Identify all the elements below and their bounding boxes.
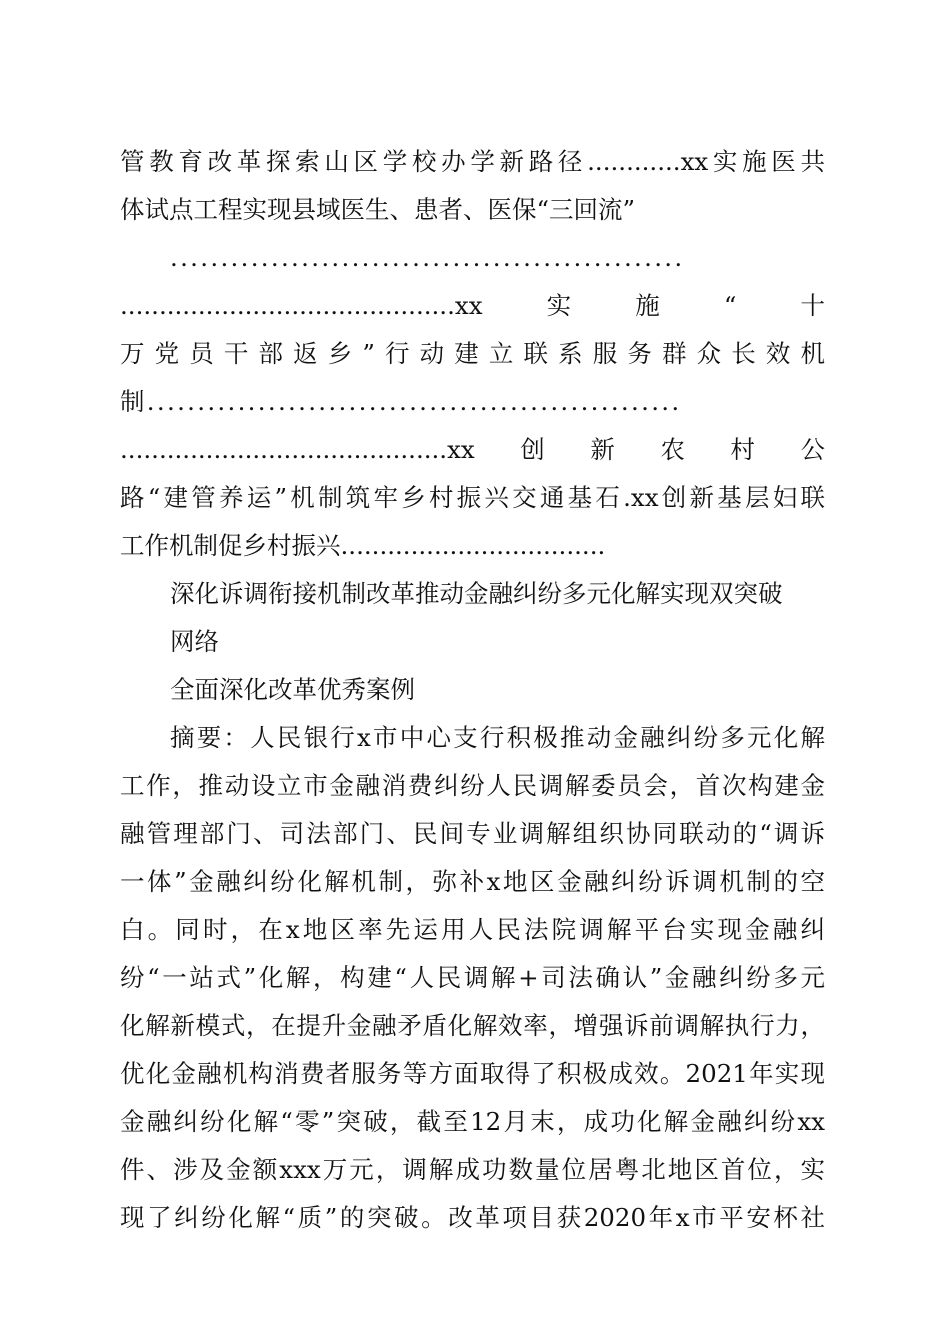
article-title: 深化诉调衔接机制改革推动金融纠纷多元化解实现双突破	[170, 579, 783, 608]
article-source: 网络	[170, 627, 219, 656]
abstract-line: 摘要：人民银行x市中心支行积极推动金融纠纷多元化解	[170, 723, 825, 752]
abstract-line: 件、涉及金额xxx万元，调解成功数量位居粤北地区首位，实	[120, 1155, 825, 1184]
toc-leader-dots: ...................................................	[170, 243, 685, 272]
article-category: 全面深化改革优秀案例	[170, 675, 415, 704]
abstract-line: 金融纠纷化解“零”突破，截至12月末，成功化解金融纠纷xx	[120, 1107, 825, 1136]
abstract-line: 优化金融机构消费者服务等方面取得了积极成效。2021年实现	[120, 1059, 825, 1088]
toc-line: 万党员干部返乡”行动建立联系服务群众长效机	[120, 339, 825, 368]
abstract-line: 工作，推动设立市金融消费纠纷人民调解委员会，首次构建金	[120, 771, 825, 800]
abstract-line: 融管理部门、司法部门、民间专业调解组织协同联动的“调诉	[120, 819, 825, 848]
toc-line: 管教育改革探索山区学校办学新路径............xx实施医共	[120, 147, 825, 176]
toc-line: 路“建管养运”机制筑牢乡村振兴交通基石.xx创新基层妇联	[120, 483, 825, 512]
toc-line: 体试点工程实现县域医生、患者、医保“三回流”	[120, 195, 636, 224]
abstract-line: 白。同时，在x地区率先运用人民法院调解平台实现金融纠	[120, 915, 825, 944]
toc-line: ...........................................xx实施“十	[120, 291, 825, 320]
toc-line: 制.....................................................	[120, 387, 682, 416]
abstract-line: 一体”金融纠纷化解机制，弥补x地区金融纠纷诉调机制的空	[120, 867, 825, 896]
abstract-line: 化解新模式，在提升金融矛盾化解效率，增强诉前调解执行力，	[120, 1011, 825, 1040]
toc-line: 工作机制促乡村振兴..................................	[120, 531, 606, 560]
abstract-line: 纷“一站式”化解，构建“人民调解+司法确认”金融纠纷多元	[120, 963, 825, 992]
toc-line: ..........................................xx创新农村公	[120, 435, 825, 464]
abstract-line: 现了纠纷化解“质”的突破。改革项目获2020年x市平安杯社	[120, 1203, 825, 1232]
